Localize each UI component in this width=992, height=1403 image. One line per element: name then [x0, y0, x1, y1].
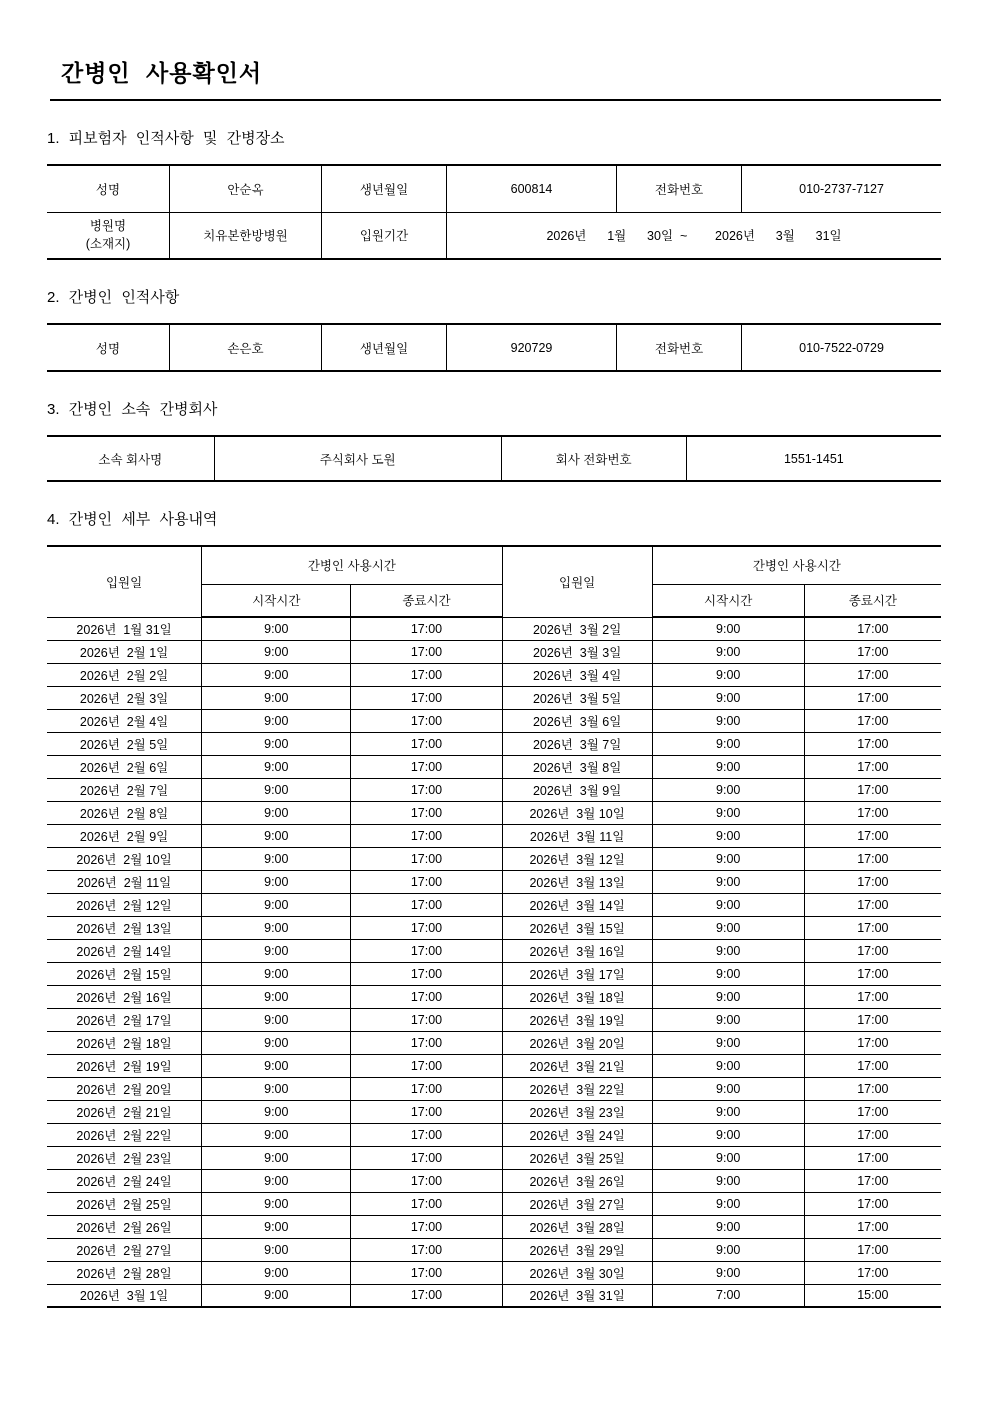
- end-time-left: 17:00: [351, 640, 502, 663]
- end-time-right: 17:00: [804, 640, 941, 663]
- usage-col-end-left: 종료시간: [351, 584, 502, 617]
- admission-date-right: 2026년 3월 30일: [502, 1261, 652, 1284]
- end-time-right: 17:00: [804, 1261, 941, 1284]
- insured-birth-value: 600814: [447, 165, 617, 212]
- hospital-label-line2: (소재지): [85, 237, 131, 252]
- usage-row: [47, 1192, 941, 1215]
- start-time-left: 9:00: [202, 985, 351, 1008]
- company-phone-label: 회사 전화번호: [501, 436, 686, 481]
- admission-period-label: 입원기간: [321, 212, 446, 259]
- admission-date-right: 2026년 3월 19일: [502, 1008, 652, 1031]
- hospital-label: [47, 212, 169, 259]
- admission-date-right: 2026년 3월 23일: [502, 1100, 652, 1123]
- end-time-left: 17:00: [351, 916, 502, 939]
- end-time-right: 17:00: [804, 778, 941, 801]
- start-time-right: 9:00: [652, 617, 804, 640]
- start-time-left: 9:00: [202, 1054, 351, 1077]
- company-phone-value: 1551-1451: [686, 436, 941, 481]
- admission-date-left: 2026년 2월 17일: [47, 1008, 202, 1031]
- end-time-right: 17:00: [804, 1054, 941, 1077]
- start-time-right: 9:00: [652, 1123, 804, 1146]
- company-name-label: 소속 회사명: [47, 436, 214, 481]
- usage-table-body: [47, 617, 941, 1307]
- end-time-right: 17:00: [804, 893, 941, 916]
- admission-date-left: 2026년 2월 3일: [47, 686, 202, 709]
- end-time-right: 17:00: [804, 617, 941, 640]
- admission-date-left: 2026년 2월 28일: [47, 1261, 202, 1284]
- admission-date-right: 2026년 3월 6일: [502, 709, 652, 732]
- start-time-left: 9:00: [202, 778, 351, 801]
- admission-date-right: 2026년 3월 21일: [502, 1054, 652, 1077]
- admission-date-right: 2026년 3월 24일: [502, 1123, 652, 1146]
- start-time-right: 9:00: [652, 1077, 804, 1100]
- admission-date-left: 2026년 2월 22일: [47, 1123, 202, 1146]
- section-heading-usage: 4. 간병인 세부 사용내역: [47, 511, 218, 528]
- end-time-right: 17:00: [804, 962, 941, 985]
- end-time-left: 17:00: [351, 1238, 502, 1261]
- admission-date-right: 2026년 3월 11일: [502, 824, 652, 847]
- usage-row: [47, 1100, 941, 1123]
- start-time-left: 9:00: [202, 640, 351, 663]
- start-time-left: 9:00: [202, 1169, 351, 1192]
- insured-name-value: 안순옥: [169, 165, 321, 212]
- end-time-right: 17:00: [804, 1100, 941, 1123]
- end-time-left: 17:00: [351, 847, 502, 870]
- usage-row: [47, 1169, 941, 1192]
- end-time-left: 17:00: [351, 778, 502, 801]
- admission-period-value: 2026년 1월 30일 ~ 2026년 3월 31일: [447, 212, 941, 259]
- start-time-right: 9:00: [652, 939, 804, 962]
- usage-row: [47, 1284, 941, 1307]
- admission-date-right: 2026년 3월 25일: [502, 1146, 652, 1169]
- admission-date-right: 2026년 3월 26일: [502, 1169, 652, 1192]
- admission-date-left: 2026년 1월 31일: [47, 617, 202, 640]
- admission-date-left: 2026년 2월 7일: [47, 778, 202, 801]
- company-row: [47, 436, 941, 481]
- end-time-right: 17:00: [804, 1238, 941, 1261]
- start-time-right: 9:00: [652, 916, 804, 939]
- admission-date-left: 2026년 2월 19일: [47, 1054, 202, 1077]
- end-time-left: 17:00: [351, 1169, 502, 1192]
- start-time-left: 9:00: [202, 962, 351, 985]
- end-time-left: 17:00: [351, 985, 502, 1008]
- insured-info-table: [47, 164, 941, 260]
- start-time-right: 9:00: [652, 1031, 804, 1054]
- admission-date-right: 2026년 3월 15일: [502, 916, 652, 939]
- admission-date-left: 2026년 2월 21일: [47, 1100, 202, 1123]
- end-time-left: 17:00: [351, 617, 502, 640]
- usage-row: [47, 1238, 941, 1261]
- start-time-right: 9:00: [652, 870, 804, 893]
- admission-date-left: 2026년 2월 14일: [47, 939, 202, 962]
- end-time-right: 17:00: [804, 870, 941, 893]
- start-time-right: 9:00: [652, 1008, 804, 1031]
- end-time-right: 17:00: [804, 709, 941, 732]
- end-time-left: 17:00: [351, 709, 502, 732]
- end-time-left: 17:00: [351, 1008, 502, 1031]
- start-time-right: 9:00: [652, 755, 804, 778]
- admission-date-right: 2026년 3월 3일: [502, 640, 652, 663]
- start-time-left: 9:00: [202, 617, 351, 640]
- start-time-left: 9:00: [202, 1008, 351, 1031]
- usage-row: [47, 962, 941, 985]
- start-time-left: 9:00: [202, 870, 351, 893]
- end-time-right: 17:00: [804, 755, 941, 778]
- title-rule: [50, 99, 941, 101]
- usage-row: [47, 755, 941, 778]
- usage-row: [47, 1008, 941, 1031]
- start-time-right: 9:00: [652, 985, 804, 1008]
- start-time-left: 9:00: [202, 847, 351, 870]
- end-time-left: 17:00: [351, 1054, 502, 1077]
- start-time-right: 9:00: [652, 962, 804, 985]
- start-time-right: 9:00: [652, 1100, 804, 1123]
- start-time-left: 9:00: [202, 939, 351, 962]
- admission-date-right: 2026년 3월 5일: [502, 686, 652, 709]
- admission-date-left: 2026년 3월 1일: [47, 1284, 202, 1307]
- start-time-left: 9:00: [202, 1123, 351, 1146]
- start-time-left: 9:00: [202, 1100, 351, 1123]
- admission-date-left: 2026년 2월 11일: [47, 870, 202, 893]
- admission-date-left: 2026년 2월 25일: [47, 1192, 202, 1215]
- end-time-left: 17:00: [351, 1215, 502, 1238]
- start-time-right: 9:00: [652, 732, 804, 755]
- end-time-right: 17:00: [804, 686, 941, 709]
- hospital-label-line1: 병원명: [89, 218, 127, 233]
- start-time-left: 9:00: [202, 732, 351, 755]
- usage-row: [47, 732, 941, 755]
- start-time-right: 9:00: [652, 893, 804, 916]
- start-time-left: 9:00: [202, 1215, 351, 1238]
- admission-date-left: 2026년 2월 27일: [47, 1238, 202, 1261]
- caregiver-info-table: [47, 323, 941, 372]
- insured-birth-label: 생년월일: [321, 165, 446, 212]
- end-time-left: 17:00: [351, 824, 502, 847]
- usage-header-row-1: [47, 546, 941, 584]
- start-time-right: 9:00: [652, 663, 804, 686]
- usage-row: [47, 1123, 941, 1146]
- usage-col-date-left: 입원일: [47, 546, 202, 617]
- usage-row: [47, 985, 941, 1008]
- usage-col-date-right: 입원일: [502, 546, 652, 617]
- admission-date-right: 2026년 3월 10일: [502, 801, 652, 824]
- admission-date-right: 2026년 3월 4일: [502, 663, 652, 686]
- usage-row: [47, 686, 941, 709]
- end-time-left: 17:00: [351, 755, 502, 778]
- hospital-value: 치유본한방병원: [169, 212, 321, 259]
- start-time-left: 9:00: [202, 686, 351, 709]
- end-time-left: 17:00: [351, 1123, 502, 1146]
- start-time-right: 9:00: [652, 709, 804, 732]
- usage-row: [47, 847, 941, 870]
- start-time-left: 9:00: [202, 1261, 351, 1284]
- end-time-right: 17:00: [804, 824, 941, 847]
- usage-row: [47, 778, 941, 801]
- start-time-right: 9:00: [652, 1215, 804, 1238]
- admission-date-left: 2026년 2월 9일: [47, 824, 202, 847]
- caregiver-birth-value: 920729: [447, 324, 617, 371]
- end-time-left: 17:00: [351, 1031, 502, 1054]
- admission-date-right: 2026년 3월 12일: [502, 847, 652, 870]
- end-time-left: 17:00: [351, 939, 502, 962]
- admission-date-left: 2026년 2월 6일: [47, 755, 202, 778]
- admission-date-left: 2026년 2월 18일: [47, 1031, 202, 1054]
- usage-col-end-right: 종료시간: [804, 584, 941, 617]
- admission-date-right: 2026년 3월 13일: [502, 870, 652, 893]
- admission-date-right: 2026년 3월 28일: [502, 1215, 652, 1238]
- caregiver-name-value: 손은호: [169, 324, 321, 371]
- admission-date-right: 2026년 3월 8일: [502, 755, 652, 778]
- end-time-right: 17:00: [804, 1215, 941, 1238]
- usage-row: [47, 1146, 941, 1169]
- end-time-right: 17:00: [804, 1077, 941, 1100]
- admission-date-left: 2026년 2월 26일: [47, 1215, 202, 1238]
- start-time-left: 9:00: [202, 893, 351, 916]
- start-time-right: 9:00: [652, 640, 804, 663]
- end-time-right: 17:00: [804, 985, 941, 1008]
- section-heading-company: 3. 간병인 소속 간병회사: [47, 401, 218, 418]
- start-time-right: 9:00: [652, 1146, 804, 1169]
- usage-col-start-left: 시작시간: [202, 584, 351, 617]
- insured-row-1: [47, 165, 941, 212]
- end-time-right: 17:00: [804, 1031, 941, 1054]
- admission-date-right: 2026년 3월 20일: [502, 1031, 652, 1054]
- start-time-right: 9:00: [652, 1261, 804, 1284]
- start-time-right: 9:00: [652, 1169, 804, 1192]
- end-time-left: 17:00: [351, 732, 502, 755]
- start-time-left: 9:00: [202, 663, 351, 686]
- end-time-left: 17:00: [351, 1261, 502, 1284]
- usage-row: [47, 617, 941, 640]
- end-time-left: 17:00: [351, 962, 502, 985]
- end-time-right: 17:00: [804, 916, 941, 939]
- caregiver-phone-value: 010-7522-0729: [742, 324, 941, 371]
- usage-row: [47, 709, 941, 732]
- end-time-right: 15:00: [804, 1284, 941, 1307]
- start-time-right: 9:00: [652, 1054, 804, 1077]
- end-time-left: 17:00: [351, 1077, 502, 1100]
- usage-row: [47, 916, 941, 939]
- start-time-left: 9:00: [202, 1031, 351, 1054]
- start-time-right: 9:00: [652, 824, 804, 847]
- usage-row: [47, 870, 941, 893]
- admission-date-right: 2026년 3월 27일: [502, 1192, 652, 1215]
- start-time-left: 9:00: [202, 1146, 351, 1169]
- start-time-left: 9:00: [202, 1284, 351, 1307]
- usage-row: [47, 801, 941, 824]
- admission-date-left: 2026년 2월 15일: [47, 962, 202, 985]
- start-time-left: 9:00: [202, 709, 351, 732]
- admission-date-right: 2026년 3월 22일: [502, 1077, 652, 1100]
- admission-date-right: 2026년 3월 16일: [502, 939, 652, 962]
- end-time-left: 17:00: [351, 663, 502, 686]
- end-time-right: 17:00: [804, 663, 941, 686]
- admission-date-right: 2026년 3월 2일: [502, 617, 652, 640]
- usage-row: [47, 1261, 941, 1284]
- company-name-value: 주식회사 도원: [214, 436, 501, 481]
- start-time-left: 9:00: [202, 1238, 351, 1261]
- end-time-left: 17:00: [351, 686, 502, 709]
- admission-date-right: 2026년 3월 9일: [502, 778, 652, 801]
- start-time-right: 9:00: [652, 1238, 804, 1261]
- start-time-right: 9:00: [652, 1192, 804, 1215]
- end-time-left: 17:00: [351, 1284, 502, 1307]
- admission-date-left: 2026년 2월 4일: [47, 709, 202, 732]
- caregiver-row: [47, 324, 941, 371]
- start-time-left: 9:00: [202, 755, 351, 778]
- document-title: 간병인 사용확인서: [61, 60, 263, 86]
- caregiver-phone-label: 전화번호: [616, 324, 741, 371]
- end-time-right: 17:00: [804, 939, 941, 962]
- usage-row: [47, 663, 941, 686]
- end-time-left: 17:00: [351, 801, 502, 824]
- caregiver-name-label: 성명: [47, 324, 169, 371]
- insured-phone-value: 010-2737-7127: [742, 165, 941, 212]
- end-time-right: 17:00: [804, 847, 941, 870]
- end-time-right: 17:00: [804, 732, 941, 755]
- start-time-right: 9:00: [652, 801, 804, 824]
- end-time-left: 17:00: [351, 1100, 502, 1123]
- section-heading-insured: 1. 피보험자 인적사항 및 간병장소: [47, 130, 285, 147]
- admission-date-left: 2026년 2월 2일: [47, 663, 202, 686]
- end-time-right: 17:00: [804, 1146, 941, 1169]
- start-time-left: 9:00: [202, 1192, 351, 1215]
- usage-row: [47, 1215, 941, 1238]
- admission-date-left: 2026년 2월 8일: [47, 801, 202, 824]
- start-time-right: 9:00: [652, 686, 804, 709]
- admission-date-right: 2026년 3월 7일: [502, 732, 652, 755]
- start-time-left: 9:00: [202, 824, 351, 847]
- end-time-left: 17:00: [351, 1146, 502, 1169]
- usage-row: [47, 640, 941, 663]
- usage-col-start-right: 시작시간: [652, 584, 804, 617]
- end-time-left: 17:00: [351, 870, 502, 893]
- usage-row: [47, 1054, 941, 1077]
- end-time-right: 17:00: [804, 1169, 941, 1192]
- admission-date-right: 2026년 3월 29일: [502, 1238, 652, 1261]
- company-table: [47, 435, 941, 482]
- insured-row-2: [47, 212, 941, 259]
- usage-row: [47, 939, 941, 962]
- start-time-left: 9:00: [202, 1077, 351, 1100]
- admission-date-left: 2026년 2월 20일: [47, 1077, 202, 1100]
- usage-row: [47, 1031, 941, 1054]
- start-time-right: 9:00: [652, 847, 804, 870]
- admission-date-left: 2026년 2월 5일: [47, 732, 202, 755]
- admission-date-right: 2026년 3월 17일: [502, 962, 652, 985]
- caregiver-birth-label: 생년월일: [321, 324, 446, 371]
- usage-row: [47, 893, 941, 916]
- start-time-left: 9:00: [202, 916, 351, 939]
- usage-table: [47, 545, 941, 1308]
- insured-name-label: 성명: [47, 165, 169, 212]
- start-time-right: 7:00: [652, 1284, 804, 1307]
- admission-date-left: 2026년 2월 12일: [47, 893, 202, 916]
- admission-date-left: 2026년 2월 1일: [47, 640, 202, 663]
- usage-col-time-left: 간병인 사용시간: [202, 546, 502, 584]
- usage-row: [47, 824, 941, 847]
- insured-phone-label: 전화번호: [616, 165, 741, 212]
- admission-date-left: 2026년 2월 23일: [47, 1146, 202, 1169]
- section-heading-caregiver: 2. 간병인 인적사항: [47, 289, 180, 306]
- end-time-right: 17:00: [804, 1192, 941, 1215]
- end-time-right: 17:00: [804, 1008, 941, 1031]
- end-time-right: 17:00: [804, 801, 941, 824]
- admission-date-left: 2026년 2월 16일: [47, 985, 202, 1008]
- start-time-left: 9:00: [202, 801, 351, 824]
- end-time-left: 17:00: [351, 893, 502, 916]
- admission-date-left: 2026년 2월 13일: [47, 916, 202, 939]
- admission-date-left: 2026년 2월 24일: [47, 1169, 202, 1192]
- usage-row: [47, 1077, 941, 1100]
- admission-date-right: 2026년 3월 31일: [502, 1284, 652, 1307]
- admission-date-left: 2026년 2월 10일: [47, 847, 202, 870]
- start-time-right: 9:00: [652, 778, 804, 801]
- admission-date-right: 2026년 3월 18일: [502, 985, 652, 1008]
- usage-col-time-right: 간병인 사용시간: [652, 546, 941, 584]
- end-time-right: 17:00: [804, 1123, 941, 1146]
- end-time-left: 17:00: [351, 1192, 502, 1215]
- admission-date-right: 2026년 3월 14일: [502, 893, 652, 916]
